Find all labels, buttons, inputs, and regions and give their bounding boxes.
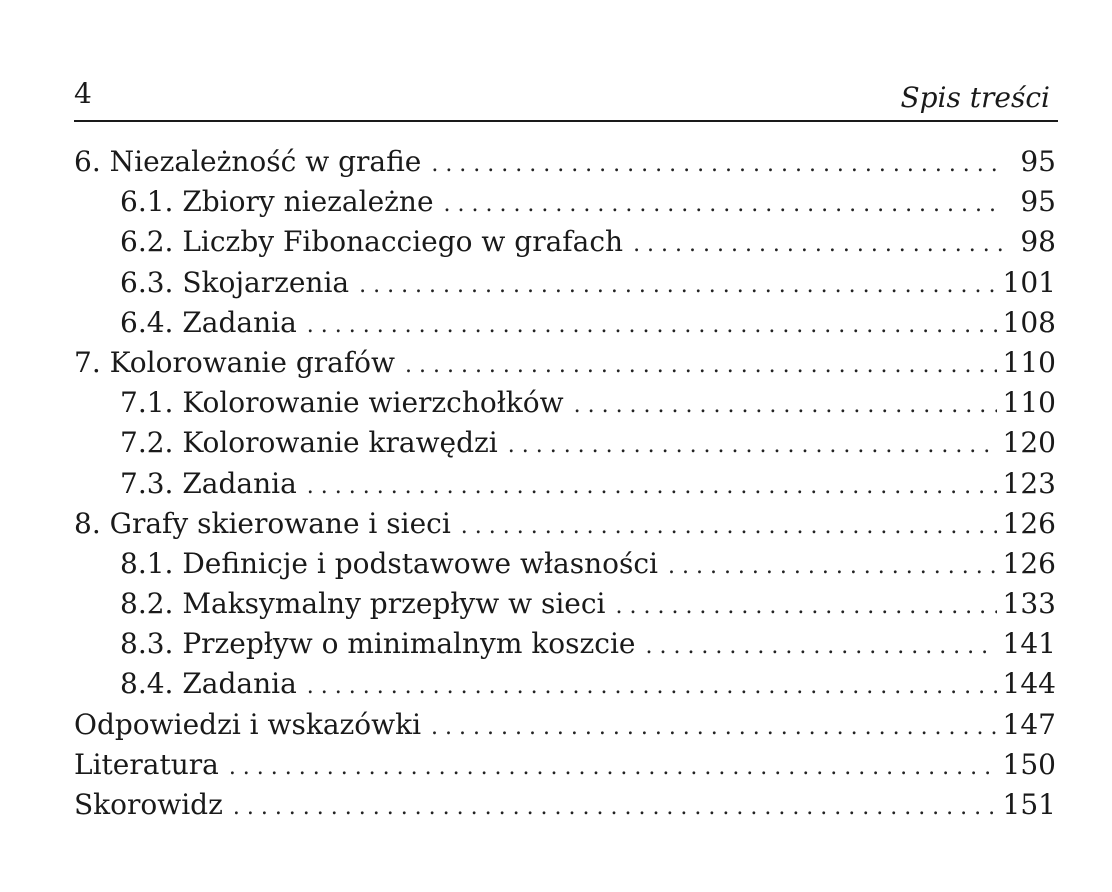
toc-entry-page: 123	[1002, 466, 1056, 500]
dot-leader	[645, 627, 996, 667]
toc-entry-page: 120	[1002, 426, 1056, 460]
toc-entry-label: 7.2. Kolorowanie krawędzi	[120, 426, 498, 460]
toc-entry	[74, 423, 1056, 463]
running-header	[74, 76, 1058, 122]
dot-leader	[233, 788, 997, 828]
dot-leader	[616, 587, 997, 627]
toc-entry	[74, 624, 1056, 664]
toc-entry-label: 6. Niezależność w grafie	[74, 145, 422, 178]
dot-leader	[405, 346, 997, 386]
toc-entry	[74, 705, 1056, 745]
toc-entry	[74, 745, 1056, 785]
toc-entry	[74, 343, 1056, 383]
toc-entry	[74, 504, 1056, 544]
toc-entry-label: Skorowidz	[74, 788, 223, 821]
dot-leader	[359, 266, 996, 306]
dot-leader	[307, 467, 997, 507]
toc-entry-label: 8.4. Zadania	[120, 667, 297, 701]
dot-leader	[307, 306, 997, 346]
toc-entry-page: 95	[1020, 185, 1056, 219]
toc-entry-label: 8.1. Definicje i podstawowe własności	[120, 546, 658, 580]
toc-entry-page: 144	[1002, 667, 1056, 701]
toc-entry-page: 133	[1002, 587, 1056, 621]
toc-entry-page: 150	[1002, 747, 1056, 781]
toc-entry-page: 151	[1002, 788, 1056, 821]
toc-entry-page: 101	[1002, 265, 1056, 299]
toc-entry-page: 110	[1002, 345, 1056, 379]
dot-leader	[668, 547, 997, 587]
toc-entry-label: 6.3. Skojarzenia	[120, 265, 350, 299]
dot-leader	[574, 386, 997, 426]
toc-entry	[74, 544, 1056, 584]
toc-entry	[74, 383, 1056, 423]
dot-leader	[229, 748, 997, 788]
toc-entry	[74, 664, 1056, 704]
dot-leader	[461, 507, 997, 547]
toc-entry-label: 6.4. Zadania	[120, 305, 297, 339]
running-title: Spis treści	[900, 81, 1050, 114]
toc-entry-label: 7.1. Kolorowanie wierzchołków	[120, 386, 564, 420]
toc-entry-page: 147	[1002, 707, 1056, 741]
table-of-contents	[74, 142, 1056, 825]
toc-entry	[74, 142, 1056, 182]
toc-entry-page: 126	[1002, 506, 1056, 540]
toc-entry-label: 7.3. Zadania	[120, 466, 297, 500]
toc-entry	[74, 263, 1056, 303]
toc-entry	[74, 785, 1056, 825]
toc-entry-page: 108	[1002, 305, 1056, 339]
dot-leader	[431, 708, 997, 748]
dot-leader	[633, 225, 1004, 265]
dot-leader	[508, 426, 997, 466]
toc-entry-page: 98	[1020, 225, 1056, 259]
toc-entry	[74, 464, 1056, 504]
toc-entry-page: 141	[1002, 627, 1056, 661]
dot-leader	[444, 185, 1004, 225]
toc-entry	[74, 303, 1056, 343]
dot-leader	[307, 667, 997, 707]
toc-entry-page: 95	[1020, 145, 1056, 178]
toc-entry-label: 6.2. Liczby Fibonacciego w grafach	[120, 225, 624, 259]
toc-entry-page: 126	[1002, 546, 1056, 580]
toc-entry-label: 7. Kolorowanie grafów	[74, 345, 396, 379]
toc-entry	[74, 182, 1056, 222]
toc-entry-label: 8. Grafy skierowane i sieci	[74, 506, 451, 540]
toc-entry-label: Literatura	[74, 747, 219, 781]
toc-entry-label: Odpowiedzi i wskazówki	[74, 707, 422, 741]
toc-entry-label: 6.1. Zbiory niezależne	[120, 185, 434, 219]
toc-entry	[74, 584, 1056, 624]
page-number: 4	[74, 77, 92, 110]
dot-leader	[431, 145, 1004, 185]
toc-entry	[74, 222, 1056, 262]
toc-entry-label: 8.2. Maksymalny przepływ w sieci	[120, 587, 606, 621]
toc-entry-label: 8.3. Przepływ o minimalnym koszcie	[120, 627, 636, 661]
toc-entry-page: 110	[1002, 386, 1056, 420]
